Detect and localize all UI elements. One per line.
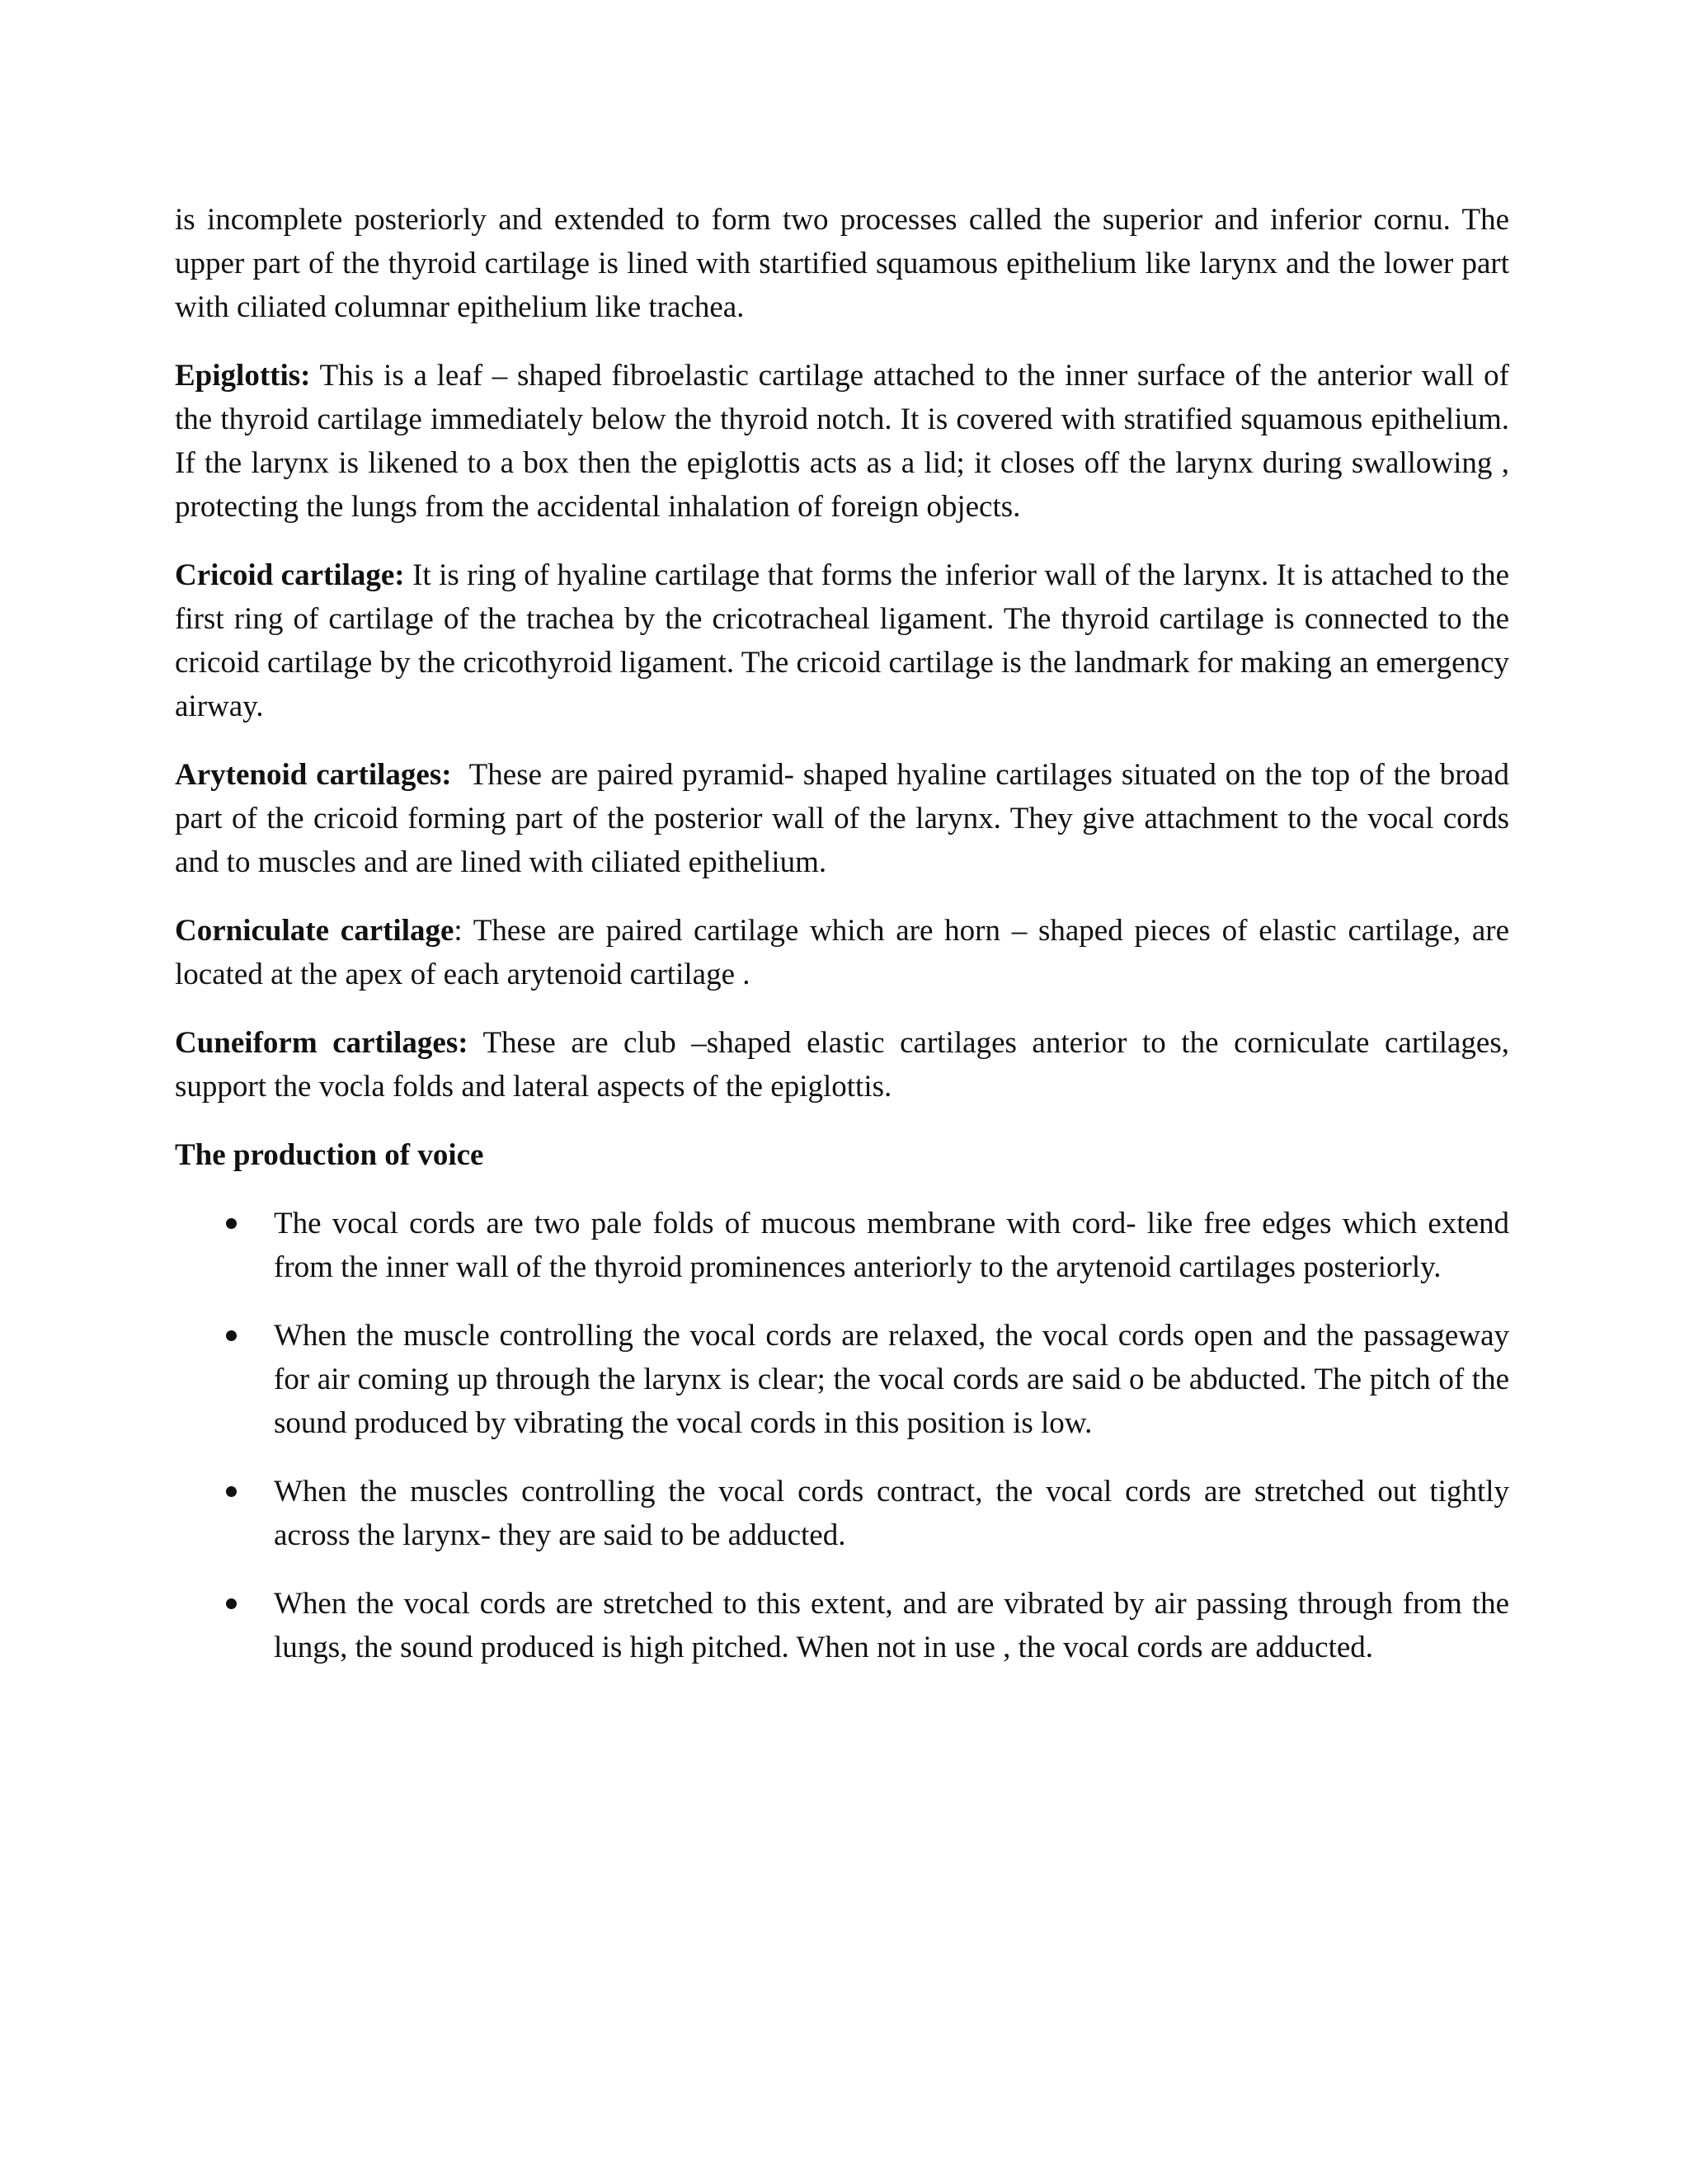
- section-heading: The production of voice: [175, 1138, 484, 1172]
- list-item: [175, 1202, 1509, 1289]
- cricoid-term: Cricoid cartilage:: [175, 558, 405, 592]
- list-item-text: When the muscles controlling the vocal cords contract, the vocal cords are stretched out tightly across the larynx- they are said to be adducted.: [274, 1475, 1509, 1552]
- voice-bullet-list: [175, 1202, 1509, 1669]
- arytenoid-term: Arytenoid cartilages:: [175, 758, 452, 792]
- list-item: [175, 1470, 1509, 1557]
- cricoid-text: It is ring of hyaline cartilage that forms the inferior wall of the larynx. It is attached to the first ring of cartilage of the trachea by the cricotracheal ligament. The thyroid cartilage is connected to the cricoid cartilage by the cricothyroid ligament. The cricoid cartilage is the landmark for making an emergency airway.: [175, 558, 1510, 723]
- bullet-icon: [226, 1330, 237, 1341]
- document-page: [175, 198, 1517, 1694]
- list-item: [175, 1314, 1509, 1445]
- epiglottis-term: Epiglottis:: [175, 359, 311, 393]
- list-item-text: The vocal cords are two pale folds of mucous membrane with cord- like free edges which extend from the inner wall of the thyroid prominences anteriorly to the arytenoid cartilages posteriorly.: [274, 1207, 1509, 1284]
- corniculate-paragraph: [175, 909, 1509, 996]
- arytenoid-text: These are paired pyramid- shaped hyaline cartilages situated on the top of the broad part of the cricoid forming part of the posterior wall of the larynx. They give attachment to the vocal cords and to muscles and are lined with ciliated epithelium.: [175, 758, 1517, 879]
- cuneiform-paragraph: [175, 1021, 1509, 1108]
- arytenoid-paragraph: [175, 753, 1517, 884]
- list-item-text: When the muscle controlling the vocal cords are relaxed, the vocal cords open and the passageway for air coming up through the larynx is clear; the vocal cords are said o be abducted. The pitch of the sound produced by vibrating the vocal cords in this position is low.: [274, 1319, 1509, 1440]
- bullet-icon: [226, 1598, 237, 1609]
- list-item-text: When the vocal cords are stretched to this extent, and are vibrated by air passing through from the lungs, the sound produced is high pitched. When not in use , the vocal cords are adducted.: [274, 1587, 1509, 1664]
- epiglottis-text: This is a leaf – shaped fibroelastic cartilage attached to the inner surface of the anterior wall of the thyroid cartilage immediately below the thyroid notch. It is covered with stratified squamous epithelium. If the larynx is likened to a box then the epiglottis acts as a lid; it closes off the larynx during swallowing , protecting the lungs from the accidental inhalation of foreign objects.: [175, 359, 1509, 524]
- epiglottis-paragraph: [175, 354, 1509, 529]
- corniculate-term: Corniculate cartilage: [175, 914, 454, 948]
- intro-paragraph: is incomplete posteriorly and extended to form two processes called the superior and inferior cornu. The upper part of the thyroid cartilage is lined with startified squamous epithelium like larynx and the lower part with ciliated columnar epithelium like trachea.: [175, 203, 1509, 324]
- cricoid-paragraph: [175, 553, 1509, 728]
- list-item: [175, 1582, 1509, 1669]
- bullet-icon: [226, 1486, 237, 1497]
- bullet-icon: [226, 1218, 237, 1229]
- cuneiform-term: Cuneiform cartilages:: [175, 1026, 468, 1060]
- corniculate-text: : These are paired cartilage which are horn – shaped pieces of elastic cartilage, are located at the apex of each arytenoid cartilage .: [175, 914, 1509, 991]
- cuneiform-text: These are club –shaped elastic cartilages anterior to the corniculate cartilages, support the vocla folds and lateral aspects of the epiglottis.: [175, 1026, 1509, 1104]
